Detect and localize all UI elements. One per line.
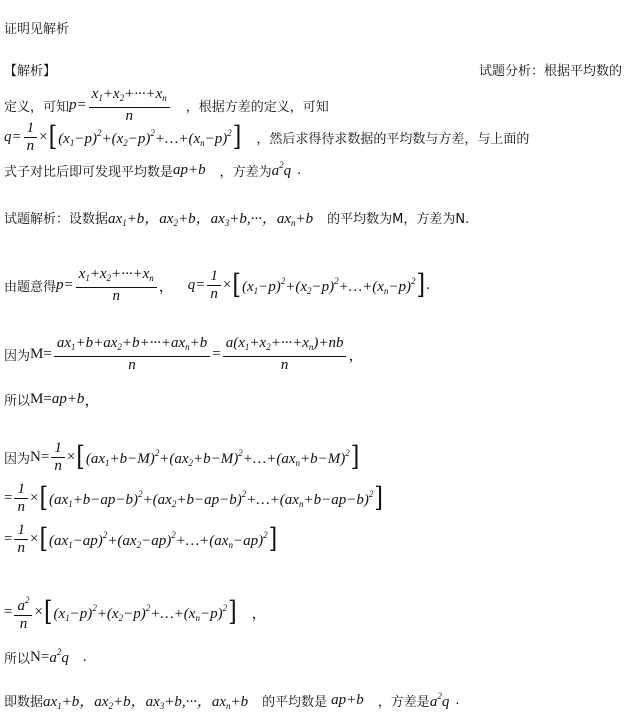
solution-text: 试题解析：设数据 (4, 212, 109, 227)
solution-text: 的平均数为M，方差为N. (327, 212, 470, 227)
solution-text: 所以 (4, 651, 31, 667)
fraction-1-over-n: $\frac{1}{n}$ (207, 268, 221, 303)
analysis-line-4 (4, 160, 626, 180)
solution-text: 因为 (4, 452, 31, 467)
fraction-1-over-n: $\frac{1}{n}$ (14, 481, 28, 516)
new-mean: ap+b (173, 161, 206, 178)
variance-step-1: 因为 N= $\frac{1}{n}$ × [ $(ax_1+b-M)^2+(ax_2+b-M)^2+\dots+(ax_n+b-M)^2$ ] (4, 440, 360, 474)
variance-result: 所以 N= $a^2q$ . (4, 647, 87, 667)
fraction-1-over-n: $\frac{1}{n}$ (51, 440, 65, 475)
solution-text: 即数据 (4, 695, 44, 710)
fraction-1-over-n: $\frac{1}{n}$ (24, 120, 38, 155)
analysis-text: 定义，可知 (4, 100, 70, 115)
analysis-text: ，根据方差的定义，可知 (185, 100, 329, 115)
analysis-text: . (297, 162, 302, 178)
fraction-1-over-n: $\frac{1}{n}$ (14, 522, 28, 557)
solution-intro (4, 207, 626, 228)
variance-formula: q= (4, 129, 22, 145)
dataset-list: $ax_1+b$，$ax_2+b$，$ax_3+b,\cdot\cdot\cdot$，$ax_n+b$ (108, 211, 314, 228)
variance-step-2: = $\frac{1}{n}$ × [ $(ax_1+b-ap-b)^2+(ax_2+b-ap-b)^2+\dots+(ax_n+b-ap-b)^2$ ] (4, 481, 383, 515)
m-fraction-expanded: $\frac{ax_1+b+ax_2+b+\cdot\cdot\cdot+ax_n+b}{n}$ (54, 335, 210, 374)
mean-formula: p= (69, 97, 87, 113)
fraction-a2-over-n: $\frac{a^2}{n}$ (14, 592, 32, 633)
solution-text: 因为 (4, 349, 31, 364)
analysis-intro: 试题分析：根据平均数的 (478, 64, 622, 79)
answer-heading (4, 18, 626, 37)
mean-fraction: $\frac{x_1+x_2+\cdot\cdot\cdot+x_n}{n}$ (76, 266, 157, 305)
analysis-text: ，方差为 (219, 164, 272, 180)
variance-step-4: = $\frac{a^2}{n}$ × [ $(x_1-p)^2+(x_2-p)^2+\dots+(x_n-p)^2$ ] ， (4, 592, 626, 633)
solution-text: . (455, 693, 460, 708)
analysis-line-1 (4, 60, 626, 79)
solution-text: 所以 (4, 394, 31, 409)
mean-result: 所以 M= ap+b ， (4, 391, 100, 409)
analysis-line-3: q= $\frac{1}{n}$ × [ $(x_1-p)^2+(x_2-p)^2+\dots+(x_n-p)^2$ ] ，然后求得待求数据的平均数与方差，与上面的 (4, 120, 530, 154)
solution-text: 的平均数是 (262, 695, 328, 710)
heading-text: 证明见解析 (4, 22, 70, 37)
analysis-text: 式子对比后即可发现平均数是 (4, 164, 174, 180)
solution-text: ，方差是 (377, 695, 430, 710)
mean-derivation: 因为 M= $\frac{ax_1+b+ax_2+b+\cdot\cdot\cdot+ax_n+b}{n}$ = $\frac{a(x_1+x_2+\cdot\cdot\cdot+x_n)+nb}{n}$ ， (4, 335, 364, 373)
given-line: 由题意得 p= $\frac{x_1+x_2+\cdot\cdot\cdot+x_n}{n}$ ， q= $\frac{1}{n}$ × [ $(x_1-p)^2+(x_2-p)^2+\dots+(x_n-p)^2$ ] . (4, 266, 430, 304)
conclusion: 即数据 $ax_1+b$，$ax_2+b$，$ax_3+b,\cdot\cdot\cdot$，$ax_n+b$ 的平均数是 ap+b ，方差是 $a^2q$ . (4, 690, 460, 711)
variance-step-3: = $\frac{1}{n}$ × [ $(ax_1-ap)^2+(ax_2-ap)^2+\dots+(ax_n-ap)^2$ ] (4, 522, 278, 556)
analysis-text: ，然后求得待求数据的平均数与方差，与上面的 (256, 132, 530, 147)
mean-fraction: $\frac{x_1+x_2+\cdot\cdot\cdot+x_n}{n}$ (89, 86, 170, 125)
m-fraction-factored: $\frac{a(x_1+x_2+\cdot\cdot\cdot+x_n)+nb}{n}$ (223, 335, 347, 374)
new-variance: $a^2q$ (271, 160, 292, 179)
analysis-tag: 【解析】 (4, 64, 57, 79)
solution-text: 由题意得 (4, 280, 57, 295)
